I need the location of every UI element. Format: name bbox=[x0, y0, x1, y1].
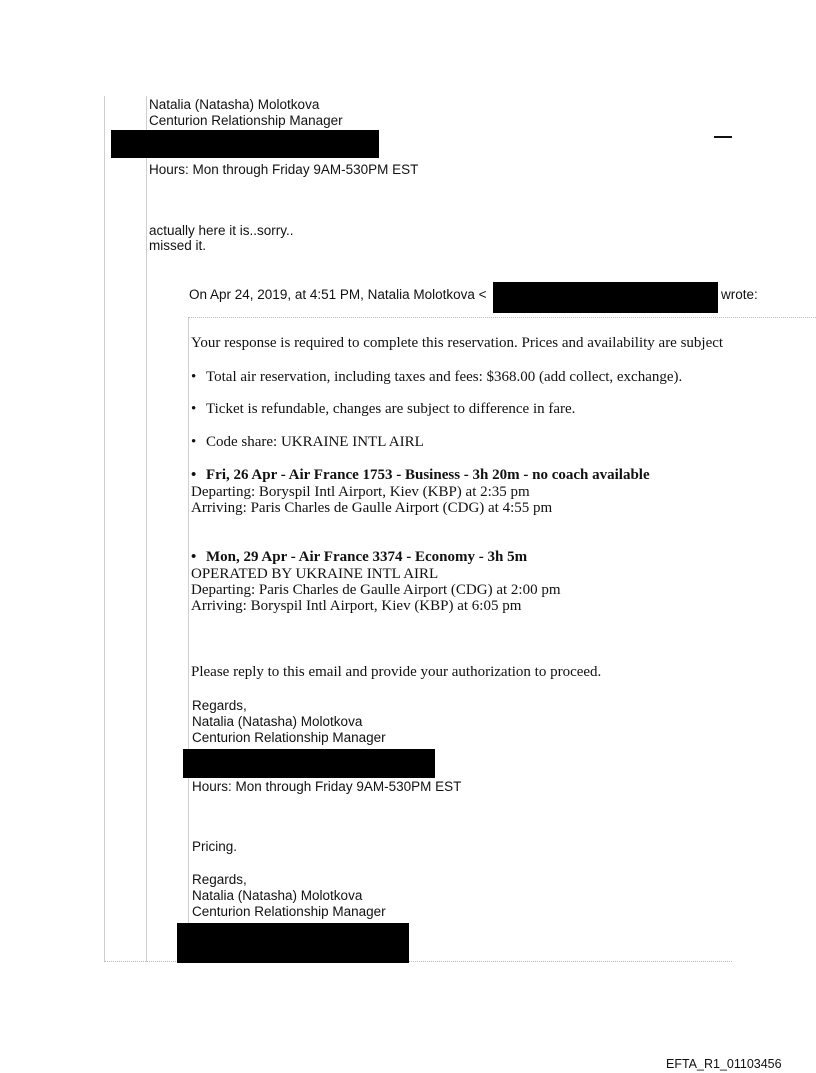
quoted-signature-title-2: Centurion Relationship Manager bbox=[192, 904, 386, 919]
inner-border-left bbox=[146, 96, 147, 962]
bullet-codeshare bbox=[191, 434, 424, 450]
flight1-heading-text: Fri, 26 Apr - Air France 1753 - Business - 3h 20m - no coach available bbox=[206, 467, 650, 483]
outer-border-left bbox=[104, 96, 105, 962]
flight1-arriving: Arriving: Paris Charles de Gaulle Airport (CDG) at 4:55 pm bbox=[191, 500, 553, 516]
quoted-regards-2: Regards, bbox=[192, 872, 247, 887]
bullet-refundable bbox=[191, 401, 575, 417]
redaction-box bbox=[177, 923, 409, 963]
bullet-codeshare-text: Code share: UKRAINE INTL AIRL bbox=[206, 434, 424, 450]
flight2-operated: OPERATED BY UKRAINE INTL AIRL bbox=[191, 566, 439, 582]
quoted-signature-name: Natalia (Natasha) Molotkova bbox=[192, 714, 363, 729]
signature-title: Centurion Relationship Manager bbox=[149, 113, 343, 128]
quoted-signature-hours: Hours: Mon through Friday 9AM-530PM EST bbox=[192, 779, 462, 794]
flight2-arriving: Arriving: Boryspil Intl Airport, Kiev (KBP) at 6:05 pm bbox=[191, 598, 522, 614]
quote-border-top bbox=[188, 317, 816, 318]
redaction-box bbox=[183, 749, 435, 778]
reply-line-2: missed it. bbox=[149, 238, 207, 253]
signature-name: Natalia (Natasha) Molotkova bbox=[149, 97, 320, 112]
quoted-intro: Your response is required to complete this reservation. Prices and availability are subject bbox=[191, 335, 724, 351]
redaction-box bbox=[111, 130, 379, 158]
quoted-signature-title: Centurion Relationship Manager bbox=[192, 730, 386, 745]
reply-line-1: actually here it is..sorry.. bbox=[149, 223, 294, 238]
flight1-heading bbox=[191, 467, 650, 483]
quoted-signature-name-2: Natalia (Natasha) Molotkova bbox=[192, 888, 363, 903]
flight2-heading-text: Mon, 29 Apr - Air France 3374 - Economy - 3h 5m bbox=[206, 549, 528, 565]
bullet-total bbox=[191, 369, 682, 385]
quoted-regards: Regards, bbox=[192, 698, 247, 713]
please-reply: Please reply to this email and provide your authorization to proceed. bbox=[191, 664, 602, 680]
document-id: EFTA_R1_01103456 bbox=[666, 1057, 782, 1071]
quote-border-left bbox=[188, 318, 189, 963]
redaction-box bbox=[493, 282, 718, 313]
flight2-departing: Departing: Paris Charles de Gaulle Airport (CDG) at 2:00 pm bbox=[191, 582, 561, 598]
flight2-heading bbox=[191, 549, 527, 565]
dash-mark bbox=[714, 136, 732, 138]
quote-header-suffix: wrote: bbox=[721, 287, 758, 302]
bullet-refundable-text: Ticket is refundable, changes are subject to difference in fare. bbox=[206, 401, 576, 417]
pricing-text: Pricing. bbox=[192, 839, 238, 854]
flight1-departing: Departing: Boryspil Intl Airport, Kiev (KBP) at 2:35 pm bbox=[191, 484, 530, 500]
signature-hours: Hours: Mon through Friday 9AM-530PM EST bbox=[149, 162, 419, 177]
quote-header-prefix: On Apr 24, 2019, at 4:51 PM, Natalia Molotkova < bbox=[189, 287, 487, 302]
bullet-total-text: Total air reservation, including taxes and fees: $368.00 (add collect, exchange). bbox=[206, 369, 683, 385]
